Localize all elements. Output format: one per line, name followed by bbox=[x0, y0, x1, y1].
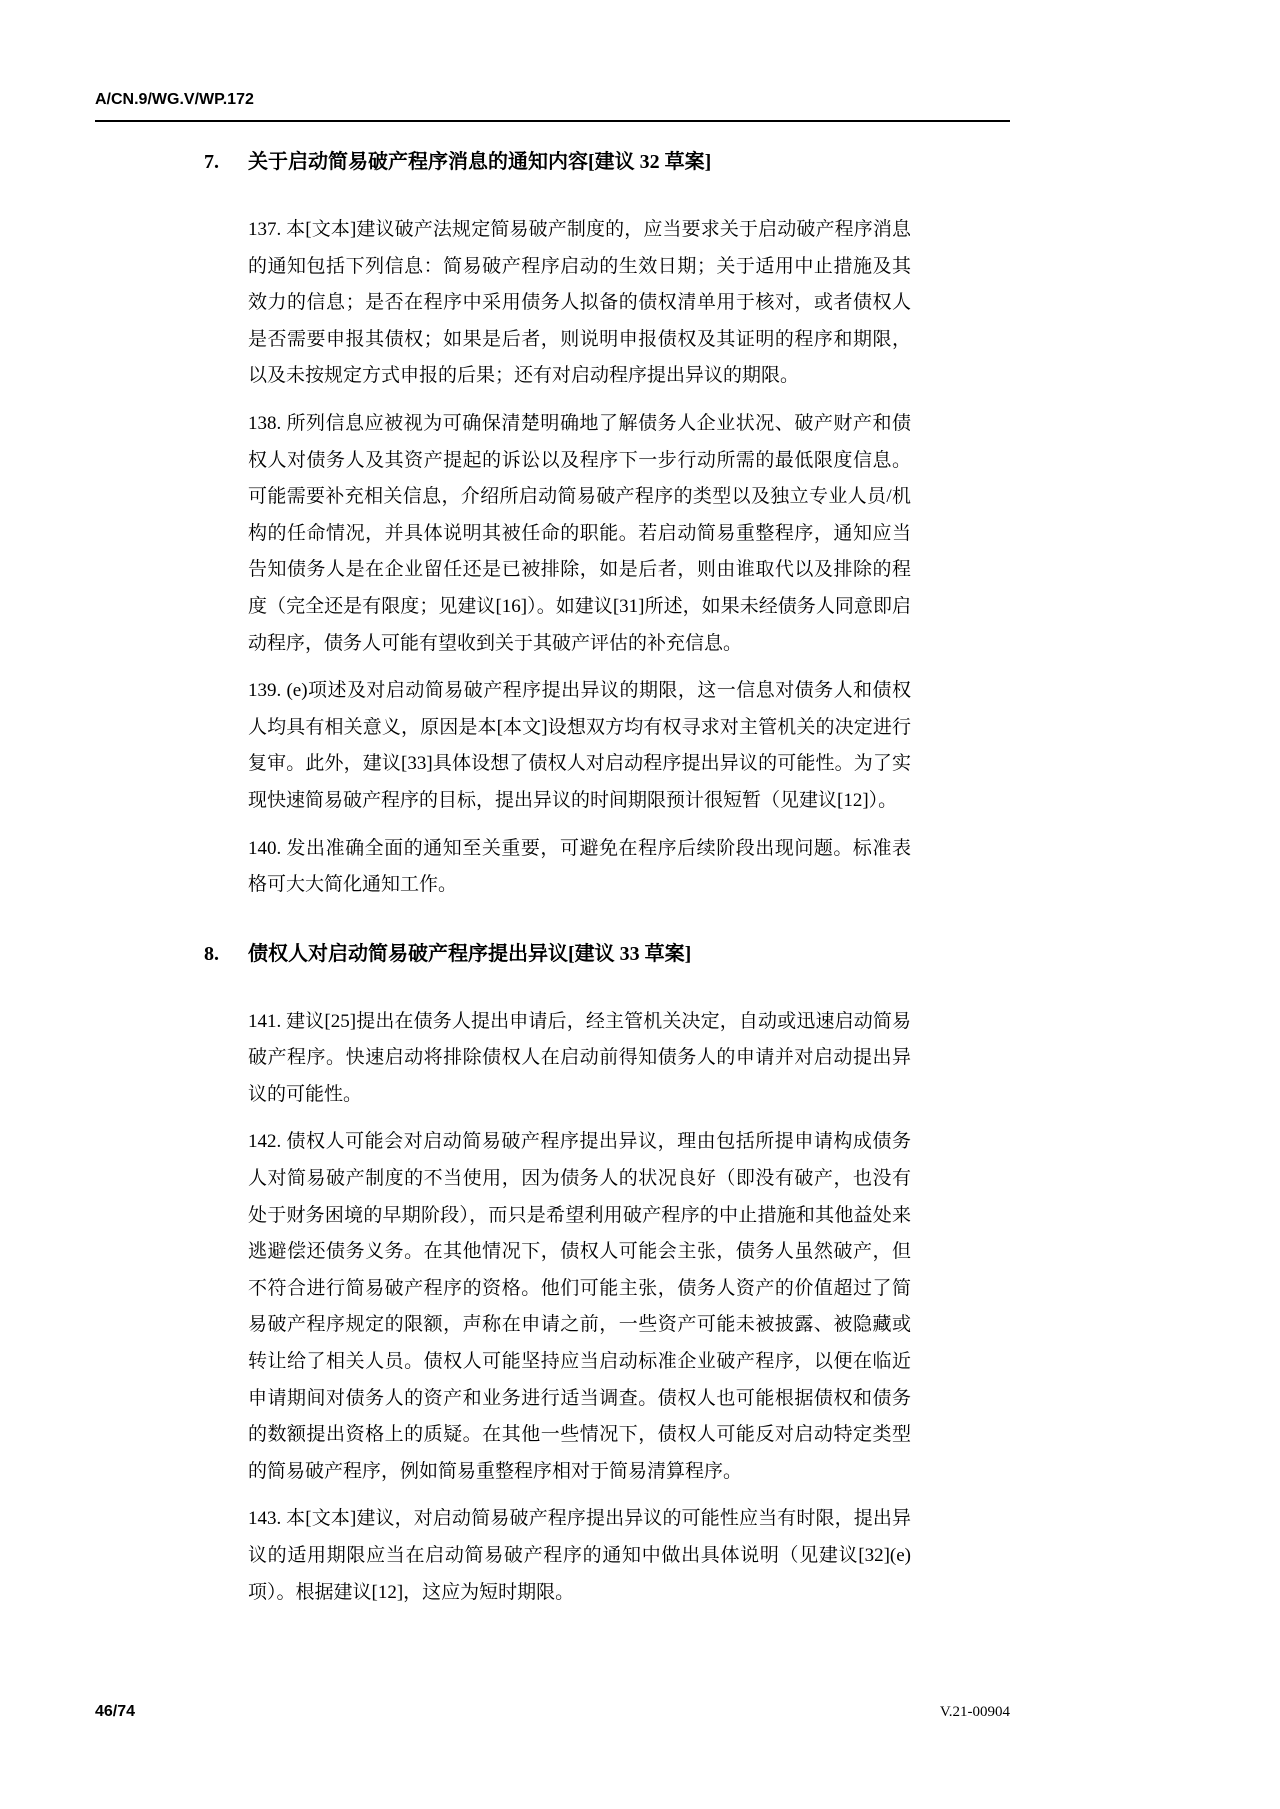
document-body bbox=[204, 148, 911, 1611]
section-7-number: 7. bbox=[204, 151, 219, 173]
paragraph-139: 139. (e)项述及对启动简易破产程序提出异议的期限，这一信息对债务人和债权人均具有相关意义，原因是本[本文]设想双方均有权寻求对主管机关的决定进行复审。此外，建议[33]具体设想了债权人对启动程序提出异议的可能性。为了实现快速简易破产程序的目标，提出异议的时间期限预计很短暂（见建议[12]）。 bbox=[248, 680, 911, 811]
section-7-title: 关于启动简易破产程序消息的通知内容[建议 32 草案] bbox=[248, 151, 712, 173]
paragraph-140: 140. 发出准确全面的通知至关重要，可避免在程序后续阶段出现问题。标准表格可大大简化通知工作。 bbox=[248, 837, 911, 896]
section-8-number: 8. bbox=[204, 942, 219, 965]
document-id: V.21-00904 bbox=[939, 1704, 1010, 1720]
section-8-title: 债权人对启动简易破产程序提出异议[建议 33 草案] bbox=[248, 942, 692, 965]
header-rule bbox=[95, 120, 1010, 122]
page-content bbox=[95, 0, 1010, 1611]
paragraph-142: 142. 债权人可能会对启动简易破产程序提出异议，理由包括所提申请构成债务人对简易破产制度的不当使用，因为债务人的状况良好（即没有破产，也没有处于财务困境的早期阶段），而只是希望利用破产程序的中止措施和其他益处来逃避偿还债务义务。在其他情况下，债权人可能会主张，债务人虽然破产，但不符合进行简易破产程序的资格。他们可能主张，债务人资产的价值超过了简易破产程序规定的限额，声称在申请之前，一些资产可能未被披露、被隐藏或转让给了相关人员。债权人可能坚持应当启动标准企业破产程序，以便在临近申请期间对债务人的资产和业务进行适当调查。债权人也可能根据债权和债务的数额提出资格上的质疑。在其他一些情况下，债权人可能反对启动特定类型的简易破产程序，例如简易重整程序相对于简易清算程序。 bbox=[248, 1131, 911, 1482]
section-7 bbox=[204, 148, 911, 904]
page-number: 46/74 bbox=[95, 1703, 136, 1720]
document-symbol: A/CN.9/WG.V/WP.172 bbox=[95, 91, 254, 108]
section-8-heading bbox=[204, 940, 911, 968]
page-footer bbox=[95, 1703, 1010, 1721]
section-8 bbox=[204, 940, 911, 1612]
paragraph-141: 141. 建议[25]提出在债务人提出申请后，经主管机关决定，自动或迅速启动简易破产程序。快速启动将排除债权人在启动前得知债务人的申请并对启动提出异议的可能性。 bbox=[248, 1010, 911, 1105]
section-7-heading bbox=[204, 148, 911, 176]
paragraph-143: 143. 本[文本]建议，对启动简易破产程序提出异议的可能性应当有时限，提出异议的适用期限应当在启动简易破产程序的通知中做出具体说明（见建议[32](e)项）。根据建议[12]，这应为短时期限。 bbox=[248, 1508, 911, 1603]
paragraph-137: 137. 本[文本]建议破产法规定简易破产制度的，应当要求关于启动破产程序消息的通知包括下列信息：简易破产程序启动的生效日期；关于适用中止措施及其效力的信息；是否在程序中采用债务人拟备的债权清单用于核对，或者债权人是否需要申报其债权；如果是后者，则说明申报债权及其证明的程序和期限，以及未按规定方式申报的后果；还有对启动程序提出异议的期限。 bbox=[248, 219, 911, 387]
paragraph-138: 138. 所列信息应被视为可确保清楚明确地了解债务人企业状况、破产财产和债权人对债务人及其资产提起的诉讼以及程序下一步行动所需的最低限度信息。可能需要补充相关信息，介绍所启动简易破产程序的类型以及独立专业人员/机构的任命情况，并具体说明其被任命的职能。若启动简易重整程序，通知应当告知债务人是在企业留任还是已被排除，如是后者，则由谁取代以及排除的程度（完全还是有限度；见建议[16]）。如建议[31]所述，如果未经债务人同意即启动程序，债务人可能有望收到关于其破产评估的补充信息。 bbox=[248, 412, 911, 654]
